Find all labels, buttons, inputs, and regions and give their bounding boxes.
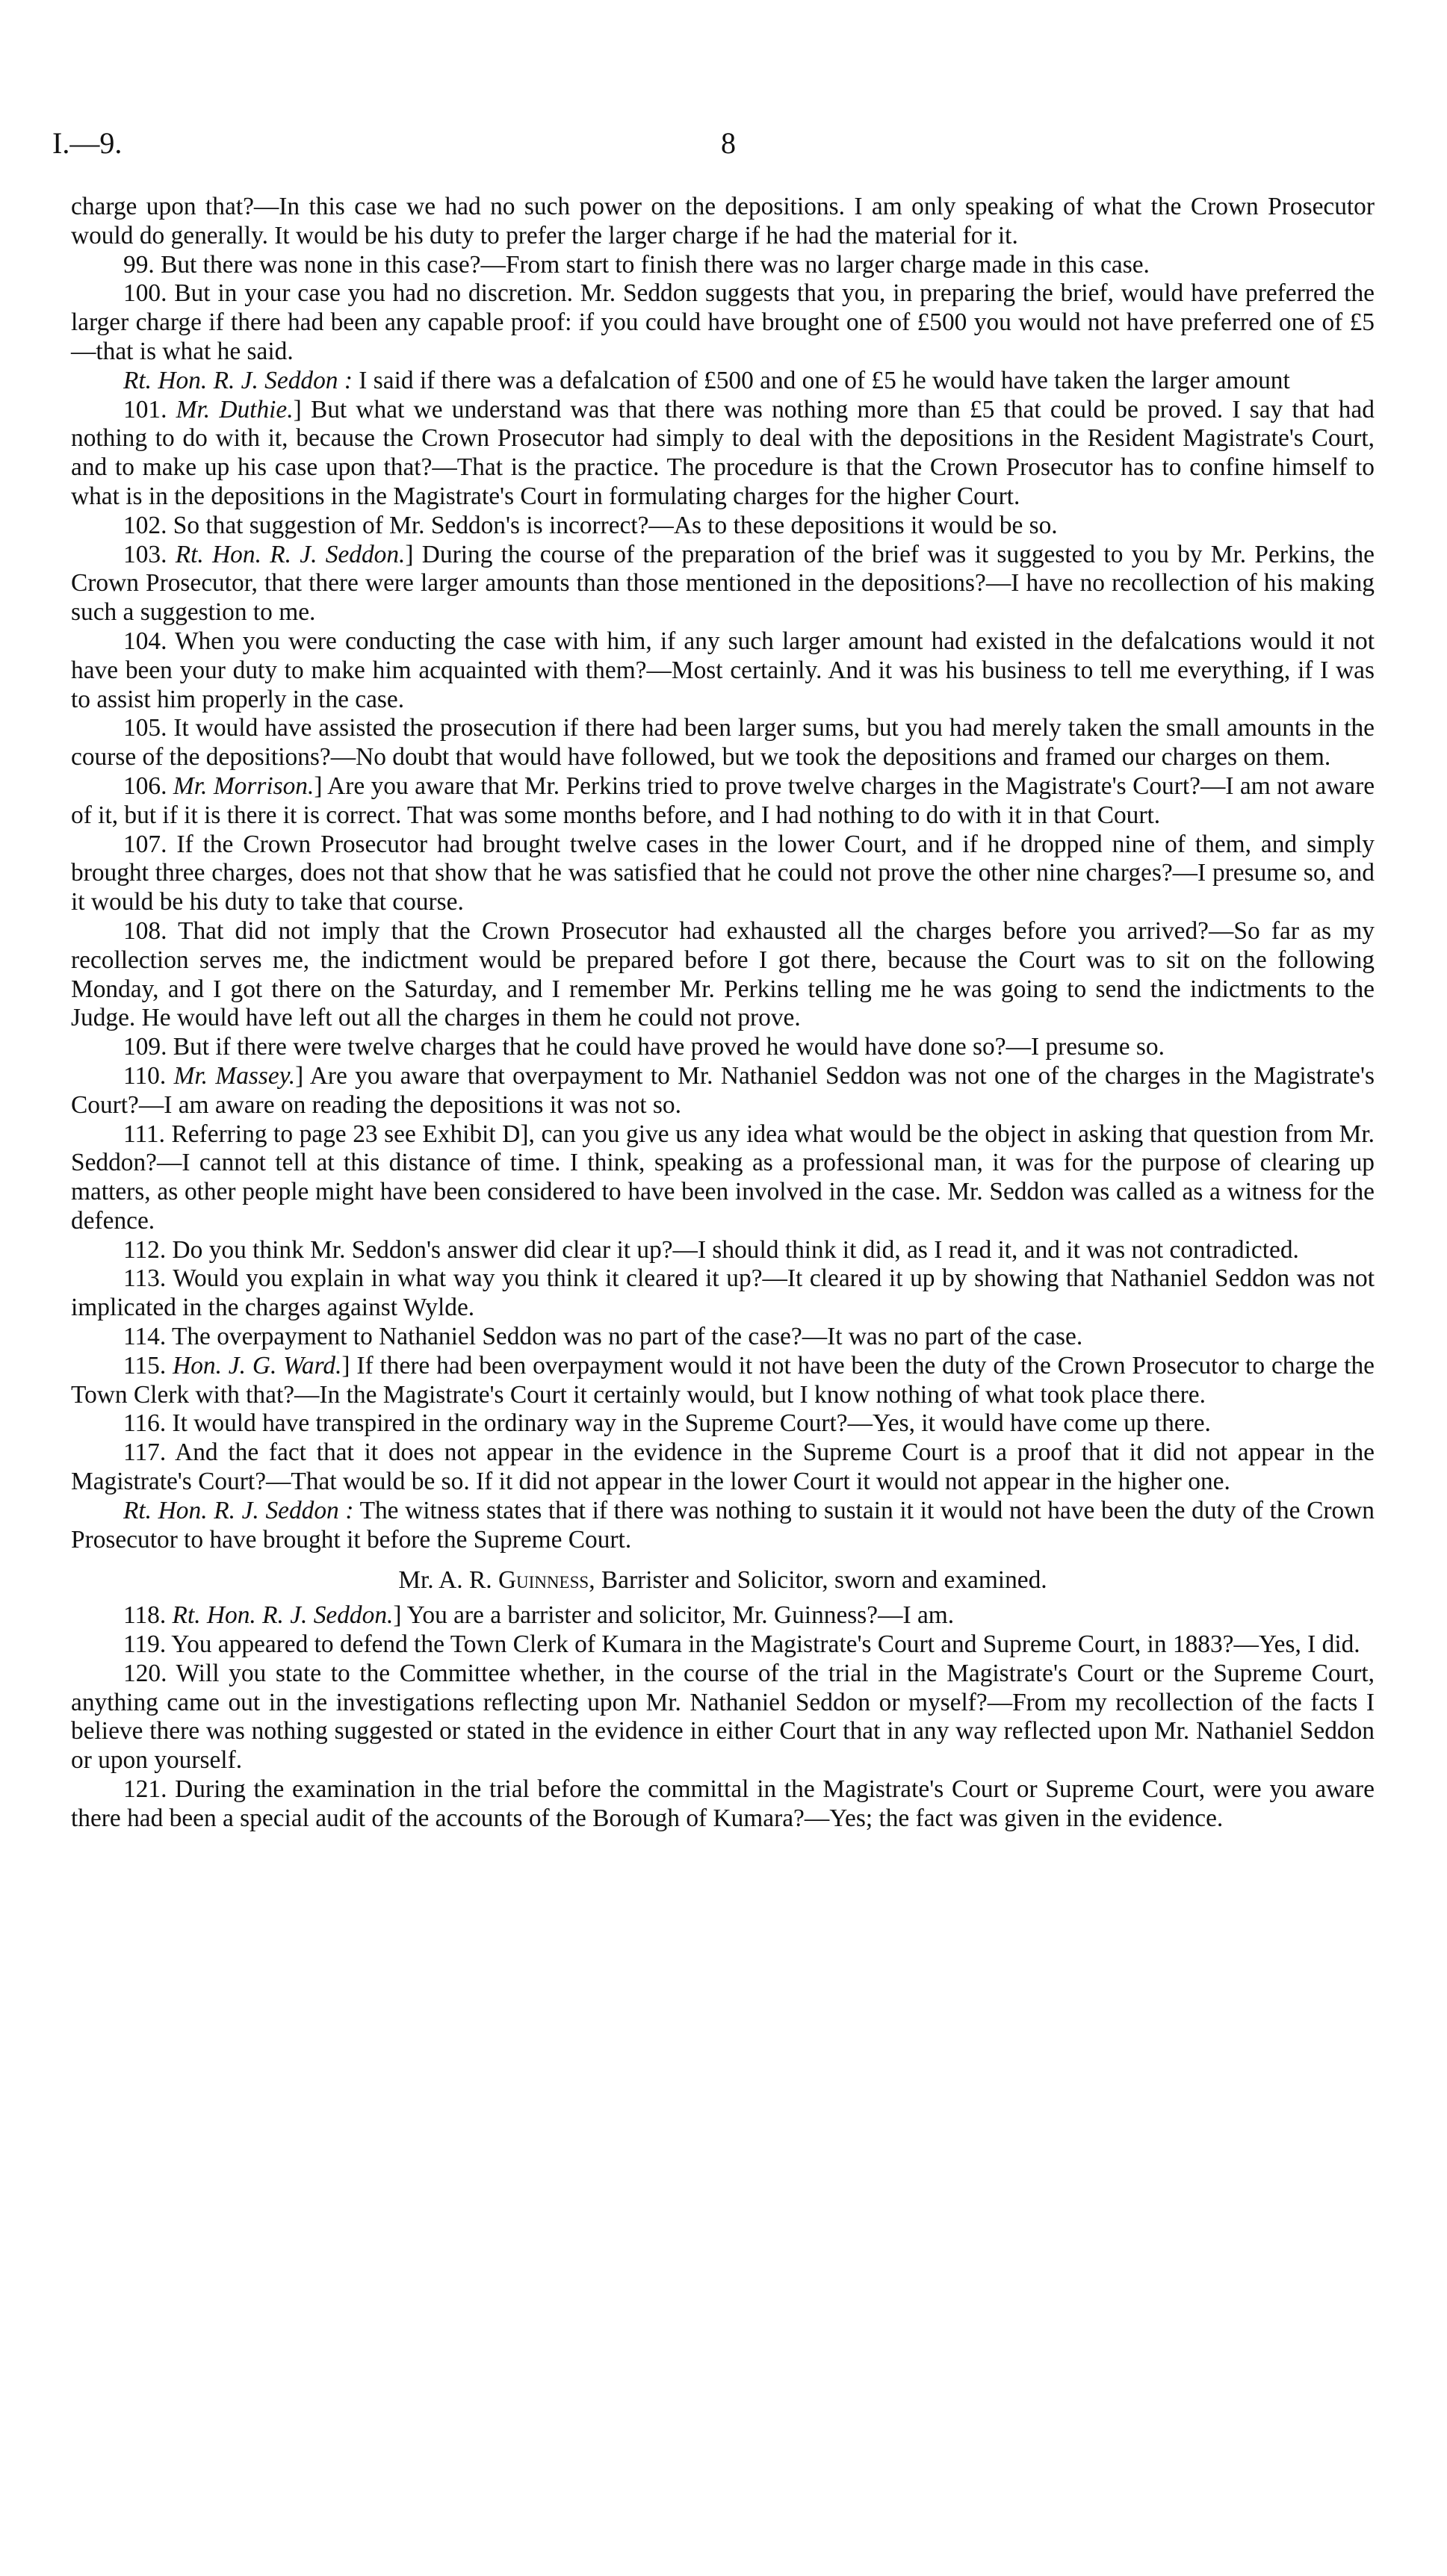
document-body (71, 193, 1375, 1834)
paragraph-text: 106. (123, 772, 173, 800)
paragraph-text: ] Are you aware that Mr. Perkins tried to prove twelve charges in the Magistrate's Court?—I am not aware of it, but if it is there it is correct. That was some months before, and I had nothing to do with it in that Court. (71, 772, 1375, 829)
paragraph-text: 115. (123, 1351, 173, 1379)
paragraph (71, 831, 1375, 917)
paragraph-text: ] But what we understand was that there was nothing more than £5 that could be proved. I say that had nothing to do with it, because the Crown Prosecutor had simply to deal with the depositions in the Resident Magistrate's Court, and to make up his case upon that?—That is the practice. The procedure is that the Crown Prosecutor has to confine himself to what is in the depositions in the Magistrate's Court in formulating charges for the higher Court. (71, 395, 1375, 510)
speaker-name: Mr. Duthie. (176, 395, 294, 423)
paragraph-text: 99. But there was none in this case?—From start to finish there was no larger charge made in this case. (123, 250, 1150, 279)
speaker-name: Rt. Hon. R. J. Seddon : (123, 366, 353, 394)
paragraph-text: 120. Will you state to the Committee whether, in the course of the trial in the Magistrate's Court or the Supreme Court, anything came out in the investigations reflecting upon Mr. Nathaniel Seddon or myself?—From my recollection of the facts I believe there was nothing suggested or stated in the evidence in either Court that in any way reflected upon Mr. Nathaniel Seddon or upon yourself. (71, 1659, 1375, 1775)
document-reference: I.—9. (52, 126, 123, 160)
speaker-name: Rt. Hon. R. J. Seddon. (172, 1601, 394, 1630)
paragraph (71, 193, 1375, 251)
paragraph-text: 118. (123, 1601, 173, 1630)
paragraph (71, 1264, 1375, 1323)
paragraph-text: 107. If the Crown Prosecutor had brought twelve cases in the lower Court, and if he dropped nine of them, and simply brought three charges, does not that show that he was satisfied that he could not prove the other nine charges?—I presume so, and it would be his duty to take that course. (71, 830, 1375, 916)
paragraph (71, 1601, 1375, 1630)
paragraph-text: 112. Do you think Mr. Seddon's answer did clear it up?—I should think it did, as I read it, and it was not contradicted. (123, 1235, 1299, 1264)
paragraph (71, 1120, 1375, 1236)
paragraph (71, 541, 1375, 627)
paragraph (71, 1352, 1375, 1410)
paragraph (71, 1660, 1375, 1775)
paragraph-text: 110. (123, 1061, 174, 1090)
paragraph (71, 1033, 1375, 1062)
paragraph-text: 103. (123, 540, 176, 568)
paragraph-text: 114. The overpayment to Nathaniel Seddon was no part of the case?—It was no part of the case. (123, 1323, 1083, 1351)
paragraph-text: 102. So that suggestion of Mr. Seddon's is incorrect?—As to these depositions it would be so. (123, 511, 1058, 539)
speaker-name: Rt. Hon. R. J. Seddon : (123, 1496, 354, 1524)
speaker-name: Mr. Morrison. (173, 772, 315, 800)
page-number: 8 (721, 126, 736, 160)
paragraph-text: 121. During the examination in the trial before the committal in the Magistrate's Court or Supreme Court, were you aware there had been a special audit of the accounts of the Borough of Kumara?—Yes; the fact was given in the evidence. (71, 1775, 1375, 1832)
paragraph (71, 1062, 1375, 1120)
paragraph-text: ] If there had been overpayment would it not have been the duty of the Crown Prosecutor to charge the Town Clerk with that?—In the Magistrate's Court it certainly would, but I know nothing of what took place there. (71, 1351, 1375, 1409)
paragraph (71, 714, 1375, 772)
paragraph-text: ] During the course of the preparation of the brief was it suggested to you by Mr. Perkins, the Crown Prosecutor, that there were larger amounts than those mentioned in the depositions?—I have no recollection of his making such a suggestion to me. (71, 540, 1375, 627)
paragraph (71, 772, 1375, 831)
paragraph-text: 101. (123, 395, 176, 423)
paragraph (71, 1323, 1375, 1352)
speaker-name: Hon. J. G. Ward. (173, 1351, 342, 1379)
page-header (52, 125, 1375, 170)
witness-heading (71, 1566, 1375, 1595)
paragraph-text: The witness states that if there was nothing to sustain it it would not have been the duty of the Crown Prosecutor to have brought it before the Supreme Court. (71, 1496, 1375, 1554)
paragraph (71, 917, 1375, 1033)
paragraph (71, 279, 1375, 366)
paragraph-text: Guinness (498, 1566, 589, 1595)
speaker-name: Mr. Massey. (173, 1061, 296, 1090)
paragraph-text: 108. That did not imply that the Crown Prosecutor had exhausted all the charges before you arrived?—So far as my recollection serves me, the indictment would be prepared before I got there, because the Court was to sit on the following Monday, and I got there on the Saturday, and I remember Mr. Perkins telling me he was going to send the indictments to the Judge. He would have left out all the charges in them he could not prove. (71, 916, 1375, 1032)
paragraph (71, 367, 1375, 396)
paragraph-text: 111. Referring to page 23 see Exhibit D], can you give us any idea what would be the object in asking that question from Mr. Seddon?—I cannot tell at this distance of time. I think, speaking as a professional man, it was for the purpose of clearing up matters, as other people might have been considered to have been involved in the case. Mr. Seddon was called as a witness for the defence. (71, 1120, 1375, 1235)
paragraph-text: ] You are a barrister and solicitor, Mr. Guinness?—I am. (393, 1601, 955, 1630)
paragraph (71, 396, 1375, 512)
paragraph (71, 627, 1375, 714)
paragraph-text: ] Are you aware that overpayment to Mr. Nathaniel Seddon was not one of the charges in the Magistrate's Court?—I am aware on reading the depositions it was not so. (71, 1061, 1375, 1119)
paragraph (71, 1409, 1375, 1438)
paragraph-text: I said if there was a defalcation of £500 and one of £5 he would have taken the larger amount (352, 366, 1290, 394)
paragraph (71, 251, 1375, 280)
paragraph (71, 1630, 1375, 1660)
paragraph-text: 109. But if there were twelve charges that he could have proved he would have done so?—I presume so. (123, 1033, 1165, 1061)
paragraph-text: 105. It would have assisted the prosecution if there had been larger sums, but you had merely taken the small amounts in the course of the depositions?—No doubt that would have followed, but we took the depositions and framed our charges on them. (71, 714, 1375, 772)
paragraph-text: charge upon that?—In this case we had no such power on the depositions. I am only speaking of what the Crown Prosecutor would do generally. It would be his duty to prefer the larger charge if he had the material for it. (71, 193, 1375, 249)
paragraph (71, 512, 1375, 541)
paragraph (71, 1236, 1375, 1265)
paragraph-text: 117. And the fact that it does not appear in the evidence in the Supreme Court is a proof that it did not appear in the Magistrate's Court?—That would be so. If it did not appear in the lower Court it would not appear in the higher one. (71, 1438, 1375, 1496)
paragraph-text: , Barrister and Solicitor, sworn and examined. (589, 1566, 1047, 1595)
paragraph-text: 119. You appeared to defend the Town Clerk of Kumara in the Magistrate's Court and Supreme Court, in 1883?—Yes, I did. (123, 1630, 1360, 1659)
paragraph (71, 1775, 1375, 1834)
paragraph-text: 104. When you were conducting the case with him, if any such larger amount had existed in the defalcations would it not have been your duty to make him acquainted with them?—Most certainly. And it was his business to tell me everything, if I was to assist him properly in the case. (71, 627, 1375, 713)
paragraph-text: 100. But in your case you had no discretion. Mr. Seddon suggests that you, in preparing the brief, would have preferred the larger charge if there had been any capable proof: if you could have brought one of £500 you would not have preferred one of £5—that is what he said. (71, 279, 1375, 365)
paragraph-text: Mr. A. R. (398, 1566, 498, 1595)
paragraph-text: 113. Would you explain in what way you think it cleared it up?—It cleared it up by showing that Nathaniel Seddon was not implicated in the charges against Wylde. (71, 1264, 1375, 1322)
paragraph (71, 1497, 1375, 1555)
paragraph-text: 116. It would have transpired in the ordinary way in the Supreme Court?—Yes, it would have come up there. (123, 1409, 1211, 1438)
paragraph (71, 1438, 1375, 1497)
speaker-name: Rt. Hon. R. J. Seddon. (175, 540, 406, 568)
